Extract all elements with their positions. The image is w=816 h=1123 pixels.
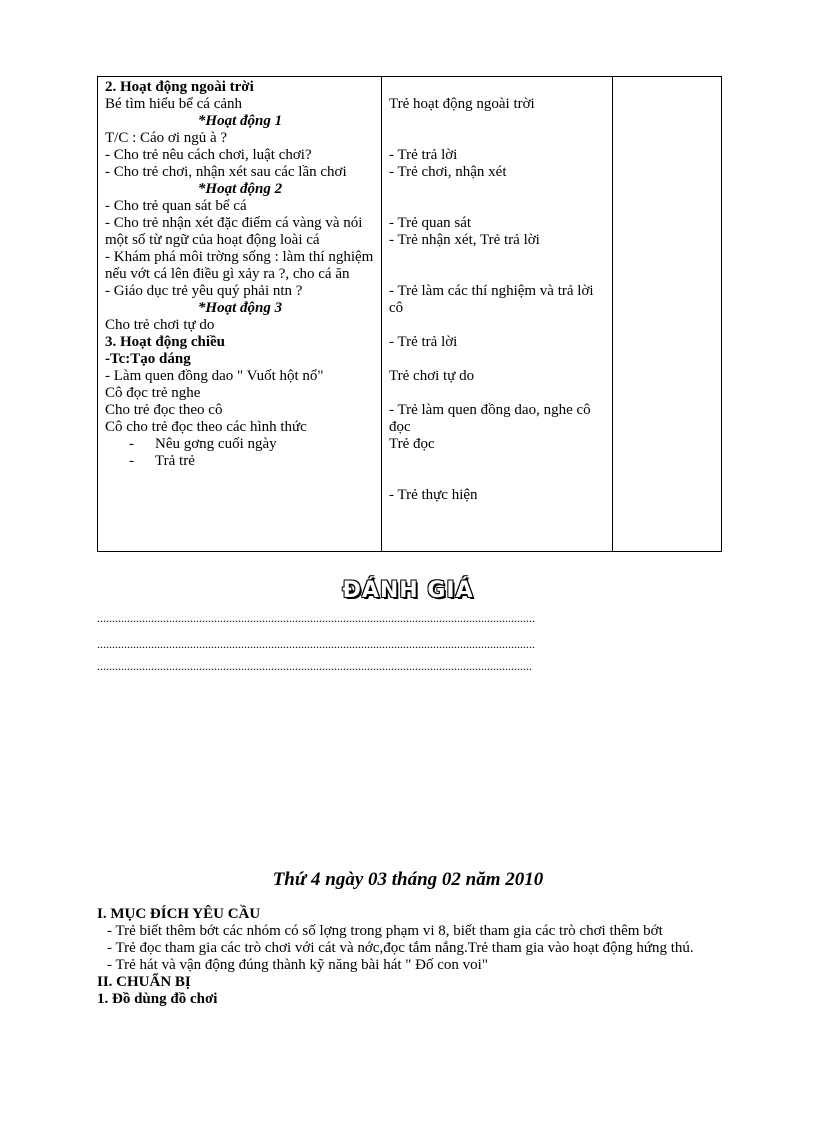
response-line: - Trẻ chơi, nhận xét xyxy=(389,164,507,180)
sub-list-label: Trả trẻ xyxy=(155,453,195,469)
child-activities-cell xyxy=(382,77,613,552)
list-item: - Khám phá môi trờng sống : làm thí nghiệm nếu vớt cá lên điều gì xảy ra ?, cho cá ăn xyxy=(105,249,374,282)
outdoor-heading: 2. Hoạt động ngoài trời xyxy=(105,79,254,95)
notes-cell xyxy=(613,77,722,552)
response-line: - Trẻ quan sát xyxy=(389,215,472,231)
response-line: - Trẻ làm các thí nghiệm và trả lời cô xyxy=(389,283,594,316)
sub-heading: 1. Đồ dùng đồ chơi xyxy=(97,991,218,1007)
response-line: - Trẻ trả lời xyxy=(389,334,458,350)
evaluation-title: ĐÁNH GIÁ xyxy=(342,578,474,603)
response-line: Trẻ đọc xyxy=(389,436,435,452)
teacher-activities-cell xyxy=(98,77,382,552)
list-item: Cho trẻ chơi tự do xyxy=(105,317,215,333)
list-item: Cô đọc trẻ nghe xyxy=(105,385,201,401)
game-line: T/C : Cáo ơi ngủ à ? xyxy=(105,130,228,146)
paragraph: - Trẻ đọc tham gia các trò chơi với cát và nớc,đọc tắm nắng.Trẻ tham gia vào hoạt động hứng thú. xyxy=(107,940,694,956)
date-heading: Thứ 4 ngày 03 tháng 02 năm 2010 xyxy=(272,869,544,890)
dash-marker: - xyxy=(129,436,134,452)
section-heading: I. MỤC ĐÍCH YÊU CẦU xyxy=(97,906,261,922)
response-line: - Trẻ thực hiện xyxy=(389,487,478,503)
topic-line: Bé tìm hiểu bể cá cảnh xyxy=(105,96,243,112)
activity-2-heading: *Hoạt động 2 xyxy=(197,181,283,197)
section-heading: II. CHUẨN BỊ xyxy=(97,974,191,990)
game-2-line: -Tc:Tạo dáng xyxy=(105,351,191,367)
list-item: - Cho trẻ quan sát bể cá xyxy=(105,198,247,214)
list-item: - Làm quen đồng dao " Vuốt hột nổ" xyxy=(105,368,324,384)
list-item: - Cho trẻ chơi, nhận xét sau các lần chơi xyxy=(105,164,347,180)
activity-1-heading: *Hoạt động 1 xyxy=(197,113,283,129)
section-objectives xyxy=(97,906,707,1008)
sub-list-label: Nêu gơng cuối ngày xyxy=(155,436,277,452)
table-row xyxy=(98,77,722,552)
response-line: - Trẻ trả lời xyxy=(389,147,458,163)
response-line: Trẻ chơi tự do xyxy=(389,368,475,384)
list-item: Cho trẻ đọc theo cô xyxy=(105,402,223,418)
evaluation-dotted-line: ................................................................................................................................................. xyxy=(97,660,532,672)
sub-list-item xyxy=(105,453,375,470)
response-line: - Trẻ nhận xét, Trẻ trả lời xyxy=(389,232,540,248)
response-line: Trẻ hoạt động ngoài trời xyxy=(389,96,535,112)
paragraph: - Trẻ biết thêm bớt các nhóm có số lợng trong phạm vi 8, biết tham gia các trò chơi thêm bớt xyxy=(107,923,663,939)
evaluation-dotted-line: .................................................................................................................................................. xyxy=(97,638,535,650)
evaluation-dotted-line: .................................................................................................................................................. xyxy=(97,612,535,624)
lesson-plan-table xyxy=(97,76,722,552)
afternoon-heading: 3. Hoạt động chiều xyxy=(105,334,226,350)
list-item: - Cho trẻ nhận xét đặc điểm cá vàng và nói một số từ ngữ của hoạt động loài cá xyxy=(105,215,363,248)
dash-marker: - xyxy=(129,453,134,469)
list-item: Cô cho trẻ đọc theo các hình thức xyxy=(105,419,307,435)
activity-3-heading: *Hoạt động 3 xyxy=(197,300,283,316)
list-item: - Cho trẻ nêu cách chơi, luật chơi? xyxy=(105,147,312,163)
paragraph: - Trẻ hát và vận động đúng thành kỹ năng bài hát " Đố con voi" xyxy=(107,957,488,973)
sub-list-item xyxy=(105,436,375,453)
response-line: - Trẻ làm quen đồng dao, nghe cô đọc xyxy=(389,402,591,435)
list-item: - Giáo dục trẻ yêu quý phải ntn ? xyxy=(105,283,303,299)
